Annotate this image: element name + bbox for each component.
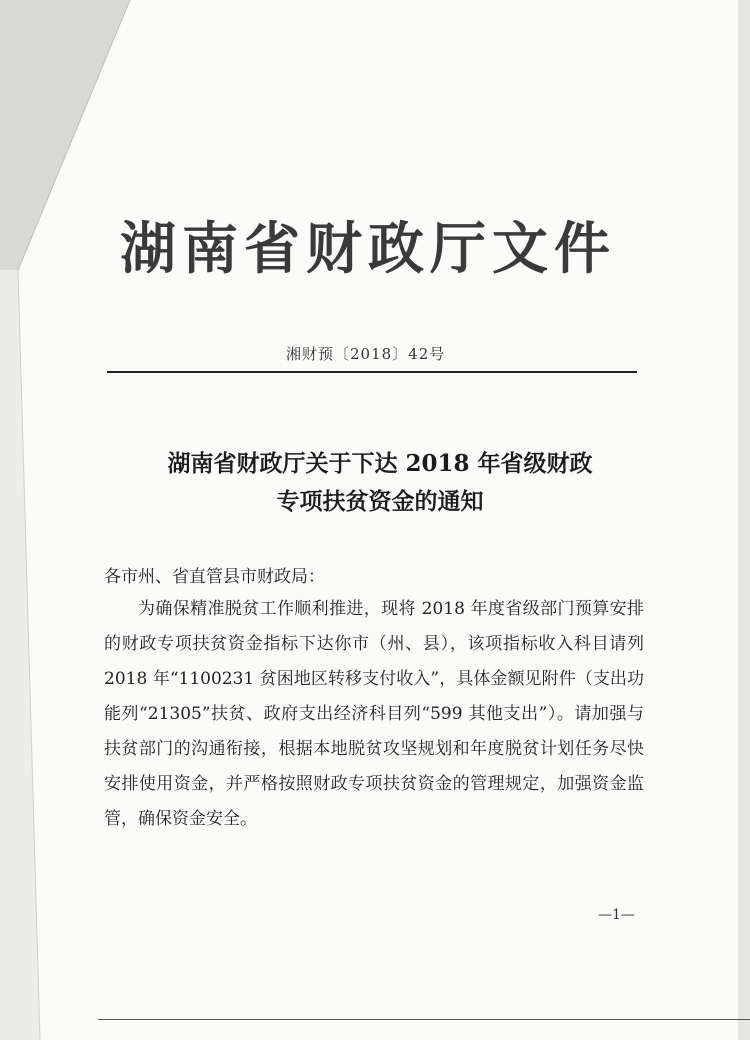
bottom-rule [98,1019,750,1020]
letterhead: 湖南省财政厅文件 [120,216,616,282]
page-number: —1— [598,907,635,923]
title-line-1: 湖南省财政厅关于下达 2018 年省级财政 [167,450,593,477]
letterhead-divider [107,371,637,373]
body-paragraph: 为确保精准脱贫工作顺利推进，现将 2018 年度省级部门预算安排的财政专项扶贫资金指标下达你市（州、县），该项指标收入科目请列 2018 年“1100231 贫困地区转移支付收入”，具体金额见附件（支出功能列“21305”扶贫、政府支出经济科目列“599 其他支出”）。请加强与扶贫部门的沟通衔接，根据本地脱贫攻坚规划和年度脱贫计划任务尽快安排使用资金，并严格按照财政专项扶贫资金的管理规定，加强资金监管，确保资金安全。 [104,599,644,829]
document-title [100,445,660,521]
salutation: 各市州、省直管县市财政局： [104,567,325,587]
title-line-2: 专项扶贫资金的通知 [276,488,484,515]
document-number: 湘财预〔2018〕42号 [286,345,446,363]
